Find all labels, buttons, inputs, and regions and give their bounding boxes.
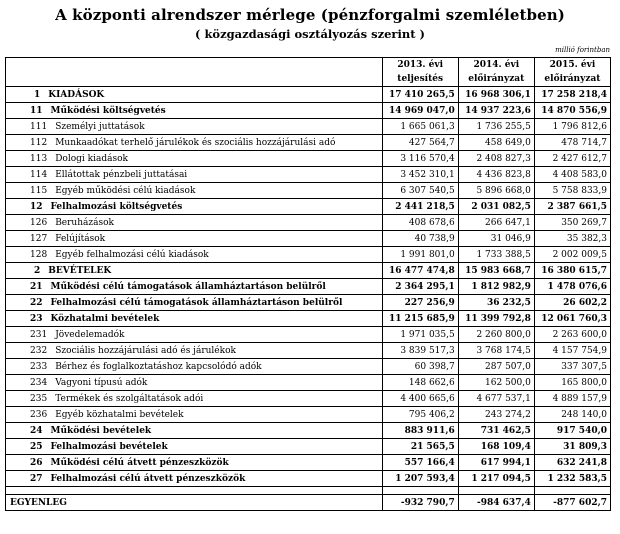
row-code: 236 bbox=[30, 409, 48, 420]
table-row bbox=[6, 119, 611, 135]
value-cell: 243 274,2 bbox=[458, 407, 534, 423]
column-header-line1: 2015. évi bbox=[549, 60, 596, 70]
table-row bbox=[6, 199, 611, 215]
header-label-cell bbox=[6, 58, 383, 87]
row-label: Felhalmozási költségvetés bbox=[50, 201, 183, 212]
row-label: Közhatalmi bevételek bbox=[50, 313, 160, 324]
value-cell: 14 937 223,6 bbox=[458, 103, 534, 119]
value-cell: 2 364 295,1 bbox=[382, 279, 458, 295]
row-label: Egyéb közhatalmi bevételek bbox=[55, 409, 184, 420]
row-label: Működési költségvetés bbox=[50, 105, 166, 116]
row-code: 112 bbox=[30, 137, 48, 148]
value-cell: 1 232 583,5 bbox=[534, 471, 610, 487]
value-cell: 60 398,7 bbox=[382, 359, 458, 375]
spacer-cell bbox=[534, 487, 610, 495]
value-cell: 883 911,6 bbox=[382, 423, 458, 439]
value-cell: 6 307 540,5 bbox=[382, 183, 458, 199]
header-row bbox=[6, 58, 611, 87]
row-label: Beruházások bbox=[55, 217, 114, 228]
balance-row bbox=[6, 495, 611, 511]
row-label-cell bbox=[6, 455, 383, 471]
report-subtitle: ( közgazdasági osztályozás szerint ) bbox=[195, 27, 425, 41]
row-label-cell bbox=[6, 183, 383, 199]
value-cell: 31 046,9 bbox=[458, 231, 534, 247]
spacer-row bbox=[6, 487, 611, 495]
row-code: 1 bbox=[34, 89, 41, 100]
value-cell: 4 400 665,6 bbox=[382, 391, 458, 407]
value-cell: 31 809,3 bbox=[534, 439, 610, 455]
row-code: 234 bbox=[30, 377, 48, 388]
table-row bbox=[6, 231, 611, 247]
value-cell: 3 116 570,4 bbox=[382, 151, 458, 167]
value-cell: 17 258 218,4 bbox=[534, 87, 610, 103]
row-label-cell bbox=[6, 375, 383, 391]
value-cell: 1 207 593,4 bbox=[382, 471, 458, 487]
value-cell: 14 870 556,9 bbox=[534, 103, 610, 119]
row-label: BEVÉTELEK bbox=[48, 265, 112, 276]
spacer-cell bbox=[458, 487, 534, 495]
table-row bbox=[6, 455, 611, 471]
value-cell: 2 002 009,5 bbox=[534, 247, 610, 263]
row-label: Működési bevételek bbox=[50, 425, 152, 436]
value-cell: 2 427 612,7 bbox=[534, 151, 610, 167]
row-label: Szociális hozzájárulási adó és járulékok bbox=[55, 345, 236, 356]
value-cell: 2 441 218,5 bbox=[382, 199, 458, 215]
value-cell: 1 812 982,9 bbox=[458, 279, 534, 295]
row-code: 126 bbox=[30, 217, 48, 228]
value-cell: 4 677 537,1 bbox=[458, 391, 534, 407]
spacer-cell bbox=[382, 487, 458, 495]
row-code: 27 bbox=[30, 473, 43, 484]
value-cell: 795 406,2 bbox=[382, 407, 458, 423]
column-header-2013 bbox=[382, 58, 458, 87]
row-label-cell bbox=[6, 87, 383, 103]
table-row bbox=[6, 375, 611, 391]
row-label: Munkaadókat terhelő járulékok és szociális hozzájárulási adó bbox=[55, 137, 336, 148]
value-cell: 40 738,9 bbox=[382, 231, 458, 247]
value-cell: 15 983 668,7 bbox=[458, 263, 534, 279]
value-cell: 1 796 812,6 bbox=[534, 119, 610, 135]
column-header-line2: előirányzat bbox=[468, 74, 525, 84]
row-code: 21 bbox=[30, 281, 43, 292]
spacer-cell bbox=[6, 487, 383, 495]
row-label-cell bbox=[6, 407, 383, 423]
value-cell: 1 733 388,5 bbox=[458, 247, 534, 263]
row-label-cell bbox=[6, 103, 383, 119]
row-code: 232 bbox=[30, 345, 48, 356]
value-cell: 21 565,5 bbox=[382, 439, 458, 455]
value-cell: 427 564,7 bbox=[382, 135, 458, 151]
row-label: Termékek és szolgáltatások adói bbox=[55, 393, 204, 404]
table-row bbox=[6, 167, 611, 183]
column-header-line1: 2013. évi bbox=[397, 60, 444, 70]
value-cell: 26 602,2 bbox=[534, 295, 610, 311]
value-cell: 458 649,0 bbox=[458, 135, 534, 151]
report-title: A központi alrendszer mérlege (pénzforgalmi szemléletben) bbox=[55, 6, 565, 24]
value-cell: 1 736 255,5 bbox=[458, 119, 534, 135]
row-label-cell bbox=[6, 151, 383, 167]
row-label-cell bbox=[6, 471, 383, 487]
table-row bbox=[6, 151, 611, 167]
column-header-2014 bbox=[458, 58, 534, 87]
value-cell: 2 031 082,5 bbox=[458, 199, 534, 215]
value-cell: 16 477 474,8 bbox=[382, 263, 458, 279]
row-label-cell bbox=[6, 311, 383, 327]
row-label-cell bbox=[6, 215, 383, 231]
row-label: Jövedelemadók bbox=[55, 329, 125, 340]
row-label-cell bbox=[6, 247, 383, 263]
table-row bbox=[6, 135, 611, 151]
table-row bbox=[6, 391, 611, 407]
row-label: Működési célú támogatások államháztartáson belülről bbox=[50, 281, 326, 292]
table-row bbox=[6, 295, 611, 311]
value-cell: 632 241,8 bbox=[534, 455, 610, 471]
value-cell: 1 971 035,5 bbox=[382, 327, 458, 343]
value-cell: 12 061 760,3 bbox=[534, 311, 610, 327]
row-label: Felhalmozási célú támogatások államháztartáson belülről bbox=[50, 297, 343, 308]
row-label: Egyéb felhalmozási célú kiadások bbox=[55, 249, 209, 260]
table-row bbox=[6, 215, 611, 231]
row-label: Felhalmozási célú átvett pénzeszközök bbox=[50, 473, 246, 484]
column-header-2015 bbox=[534, 58, 610, 87]
value-cell: 557 166,4 bbox=[382, 455, 458, 471]
row-label-cell bbox=[6, 279, 383, 295]
row-label-cell bbox=[6, 199, 383, 215]
value-cell: 4 408 583,0 bbox=[534, 167, 610, 183]
balance-value: -877 602,7 bbox=[534, 495, 610, 511]
row-label-cell bbox=[6, 391, 383, 407]
value-cell: 4 436 823,8 bbox=[458, 167, 534, 183]
table-row bbox=[6, 87, 611, 103]
table-row bbox=[6, 311, 611, 327]
value-cell: 1 665 061,3 bbox=[382, 119, 458, 135]
value-cell: 16 968 306,1 bbox=[458, 87, 534, 103]
row-label-cell bbox=[6, 263, 383, 279]
value-cell: 5 758 833,9 bbox=[534, 183, 610, 199]
value-cell: 11 399 792,8 bbox=[458, 311, 534, 327]
value-cell: 917 540,0 bbox=[534, 423, 610, 439]
row-label-cell bbox=[6, 327, 383, 343]
value-cell: 14 969 047,0 bbox=[382, 103, 458, 119]
value-cell: 287 507,0 bbox=[458, 359, 534, 375]
table-row bbox=[6, 471, 611, 487]
value-cell: 165 800,0 bbox=[534, 375, 610, 391]
row-code: 2 bbox=[34, 265, 41, 276]
column-header-line1: 2014. évi bbox=[473, 60, 520, 70]
column-header-line2: teljesítés bbox=[397, 74, 444, 84]
row-label: Bérhez és foglalkoztatáshoz kapcsolódó adók bbox=[55, 361, 262, 372]
row-label-cell bbox=[6, 439, 383, 455]
row-code: 11 bbox=[30, 105, 43, 116]
table-row bbox=[6, 327, 611, 343]
value-cell: 2 263 600,0 bbox=[534, 327, 610, 343]
value-cell: 350 269,7 bbox=[534, 215, 610, 231]
row-code: 23 bbox=[30, 313, 43, 324]
balance-value: -984 637,4 bbox=[458, 495, 534, 511]
value-cell: 478 714,7 bbox=[534, 135, 610, 151]
table-row bbox=[6, 423, 611, 439]
table-row bbox=[6, 279, 611, 295]
balance-table bbox=[5, 57, 611, 511]
row-label-cell bbox=[6, 135, 383, 151]
value-cell: 3 839 517,3 bbox=[382, 343, 458, 359]
row-label-cell bbox=[6, 343, 383, 359]
row-label: Dologi kiadások bbox=[55, 153, 128, 164]
row-code: 235 bbox=[30, 393, 48, 404]
table-row bbox=[6, 263, 611, 279]
row-label: Felújítások bbox=[55, 233, 106, 244]
table-row bbox=[6, 343, 611, 359]
value-cell: 266 647,1 bbox=[458, 215, 534, 231]
column-header-line2: előirányzat bbox=[544, 74, 601, 84]
value-cell: 16 380 615,7 bbox=[534, 263, 610, 279]
row-code: 128 bbox=[30, 249, 48, 260]
row-label-cell bbox=[6, 295, 383, 311]
row-label-cell bbox=[6, 359, 383, 375]
value-cell: 408 678,6 bbox=[382, 215, 458, 231]
balance-value: -932 790,7 bbox=[382, 495, 458, 511]
value-cell: 36 232,5 bbox=[458, 295, 534, 311]
value-cell: 168 109,4 bbox=[458, 439, 534, 455]
row-code: 22 bbox=[30, 297, 43, 308]
table-row bbox=[6, 439, 611, 455]
row-code: 231 bbox=[30, 329, 48, 340]
row-label: KIADÁSOK bbox=[48, 89, 105, 100]
value-cell: 4 157 754,9 bbox=[534, 343, 610, 359]
value-cell: 1 478 076,6 bbox=[534, 279, 610, 295]
table-row bbox=[6, 247, 611, 263]
table-row bbox=[6, 103, 611, 119]
table-row bbox=[6, 183, 611, 199]
value-cell: 1 217 094,5 bbox=[458, 471, 534, 487]
table-row bbox=[6, 407, 611, 423]
value-cell: 2 387 661,5 bbox=[534, 199, 610, 215]
value-cell: 162 500,0 bbox=[458, 375, 534, 391]
row-code: 115 bbox=[30, 185, 48, 196]
row-label: Felhalmozási bevételek bbox=[50, 441, 168, 452]
value-cell: 3 452 310,1 bbox=[382, 167, 458, 183]
value-cell: 731 462,5 bbox=[458, 423, 534, 439]
value-cell: 4 889 157,9 bbox=[534, 391, 610, 407]
row-code: 25 bbox=[30, 441, 43, 452]
value-cell: 2 260 800,0 bbox=[458, 327, 534, 343]
value-cell: 337 307,5 bbox=[534, 359, 610, 375]
value-cell: 11 215 685,9 bbox=[382, 311, 458, 327]
value-cell: 248 140,0 bbox=[534, 407, 610, 423]
value-cell: 3 768 174,5 bbox=[458, 343, 534, 359]
row-label-cell bbox=[6, 167, 383, 183]
row-label: Működési célú átvett pénzeszközök bbox=[50, 457, 229, 468]
row-code: 111 bbox=[30, 121, 48, 132]
value-cell: 35 382,3 bbox=[534, 231, 610, 247]
table-row bbox=[6, 359, 611, 375]
row-label-cell bbox=[6, 119, 383, 135]
row-code: 127 bbox=[30, 233, 48, 244]
row-code: 12 bbox=[30, 201, 43, 212]
row-code: 233 bbox=[30, 361, 48, 372]
row-code: 26 bbox=[30, 457, 43, 468]
row-label: Ellátottak pénzbeli juttatásai bbox=[55, 169, 188, 180]
value-cell: 5 896 668,0 bbox=[458, 183, 534, 199]
value-cell: 617 994,1 bbox=[458, 455, 534, 471]
row-code: 113 bbox=[30, 153, 48, 164]
balance-label: EGYENLEG bbox=[6, 495, 383, 511]
unit-note: millió forintban bbox=[555, 46, 610, 54]
row-label-cell bbox=[6, 423, 383, 439]
value-cell: 17 410 265,5 bbox=[382, 87, 458, 103]
row-label: Személyi juttatások bbox=[55, 121, 145, 132]
row-label-cell bbox=[6, 231, 383, 247]
row-code: 114 bbox=[30, 169, 48, 180]
value-cell: 148 662,6 bbox=[382, 375, 458, 391]
value-cell: 1 991 801,0 bbox=[382, 247, 458, 263]
row-code: 24 bbox=[30, 425, 43, 436]
value-cell: 227 256,9 bbox=[382, 295, 458, 311]
row-label: Vagyoni típusú adók bbox=[55, 377, 148, 388]
value-cell: 2 408 827,3 bbox=[458, 151, 534, 167]
row-label: Egyéb működési célú kiadások bbox=[55, 185, 196, 196]
